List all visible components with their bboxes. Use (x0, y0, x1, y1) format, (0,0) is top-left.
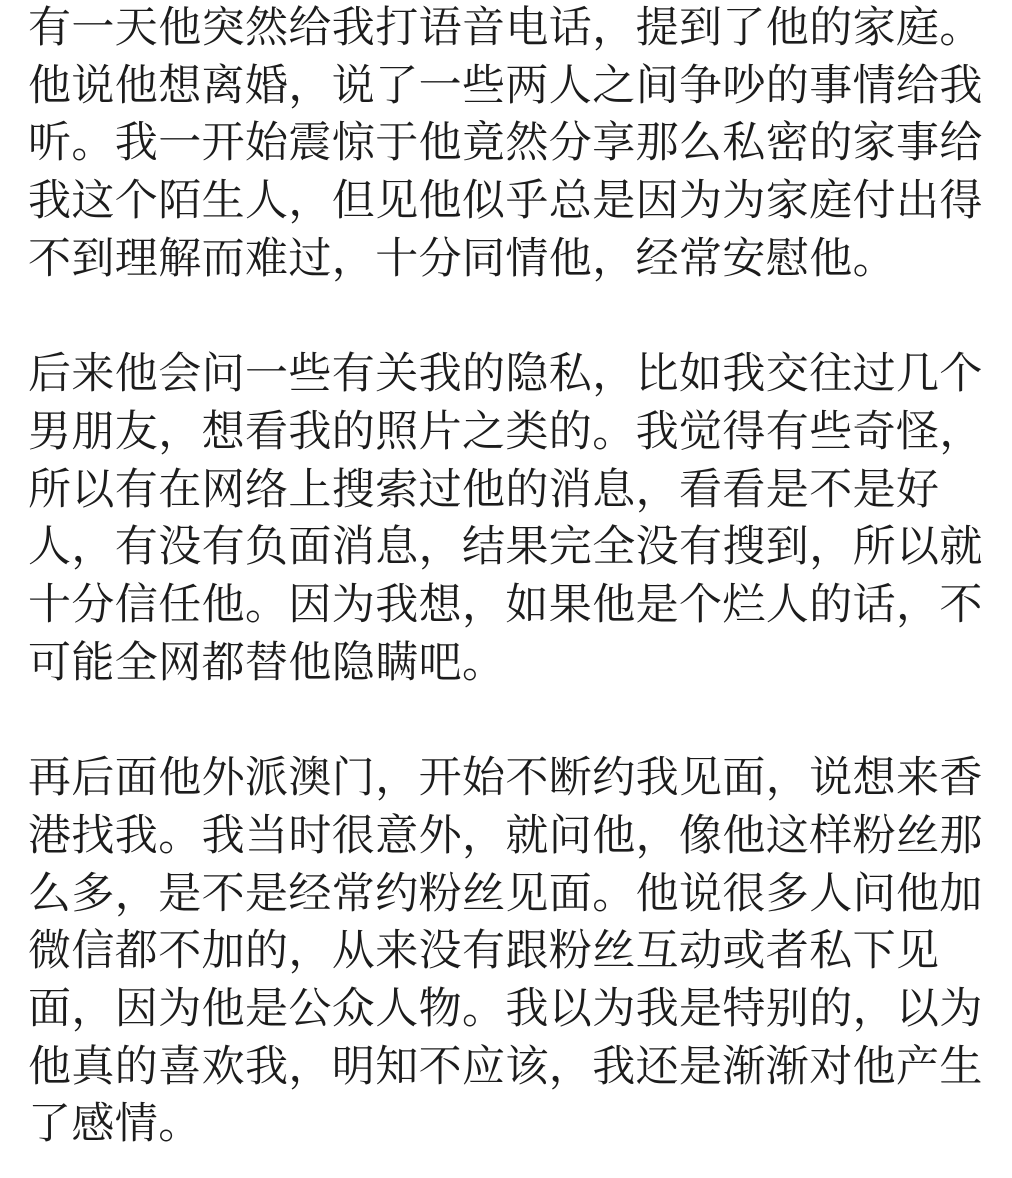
text-line: 么多，是不是经常约粉丝见面。他说很多人问他加 (28, 868, 983, 919)
paragraph-gap (28, 289, 988, 347)
paragraph-gap (28, 692, 988, 750)
text-line: 男朋友，想看我的照片之类的。我觉得有些奇怪， (28, 406, 983, 457)
text-line: 所以有在网络上搜索过他的消息，看看是不是好 (28, 464, 940, 515)
paragraph-2 (28, 346, 988, 692)
text-line: 可能全网都替他隐瞒吧。 (28, 637, 506, 688)
text-line: 再后面他外派澳门，开始不断约我见面，说想来香 (28, 753, 983, 804)
paragraph-1 (28, 0, 988, 289)
article-text (28, 0, 988, 1154)
text-line: 他真的喜欢我，明知不应该，我还是渐渐对他产生 (28, 1041, 983, 1092)
text-line: 微信都不加的，从来没有跟粉丝互动或者私下见 (28, 926, 940, 977)
text-line: 人，有没有负面消息，结果完全没有搜到，所以就 (28, 522, 983, 573)
text-line: 后来他会问一些有关我的隐私，比如我交往过几个 (28, 349, 983, 400)
text-line: 港找我。我当时很意外，就问他，像他这样粉丝那 (28, 810, 983, 861)
text-line: 面，因为他是公众人物。我以为我是特别的，以为 (28, 983, 983, 1034)
paragraph-3 (28, 750, 988, 1154)
text-line: 十分信任他。因为我想，如果他是个烂人的话，不 (28, 580, 983, 631)
text-line: 听。我一开始震惊于他竟然分享那么私密的家事给 (28, 118, 983, 169)
text-line: 不到理解而难过，十分同情他，经常安慰他。 (28, 233, 896, 284)
text-line: 他说他想离婚，说了一些两人之间争吵的事情给我 (28, 60, 983, 111)
text-line: 有一天他突然给我打语音电话，提到了他的家庭。 (28, 3, 983, 53)
text-line: 我这个陌生人，但见他似乎总是因为为家庭付出得 (28, 176, 983, 227)
text-line: 了感情。 (28, 1099, 202, 1150)
